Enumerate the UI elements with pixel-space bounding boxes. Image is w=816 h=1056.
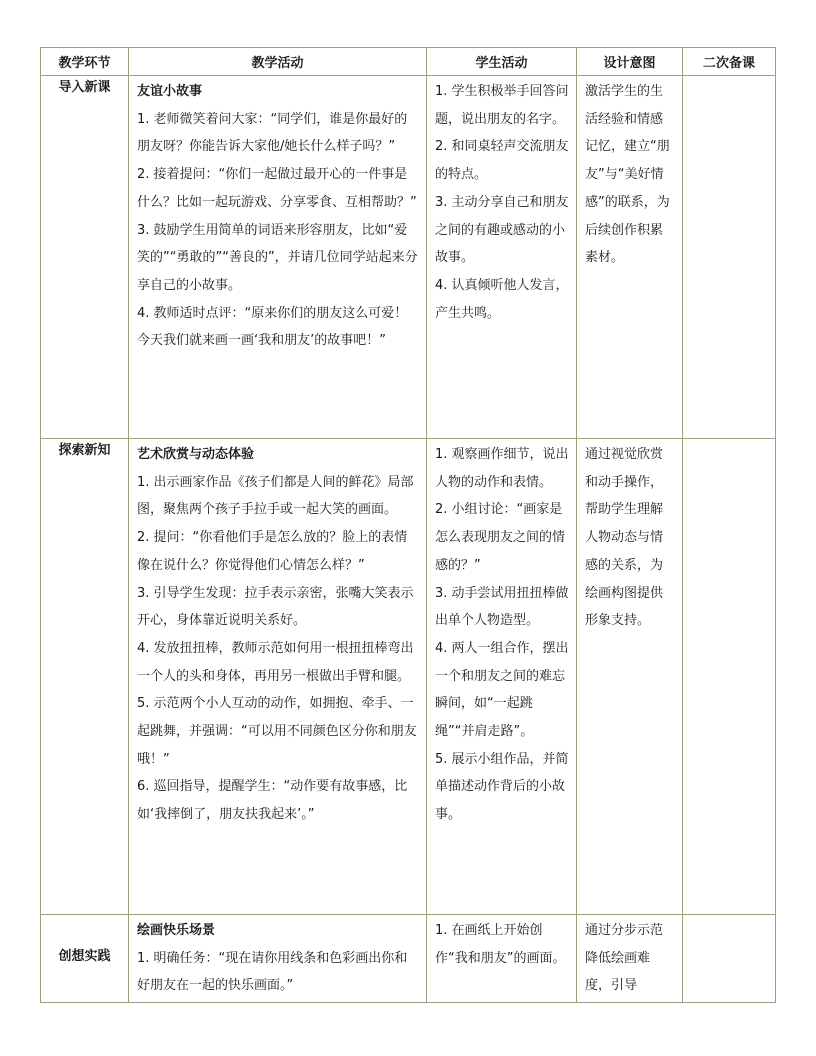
- table-row: [41, 439, 776, 915]
- student-step: 1. 学生积极举手回答问题，说出朋友的名字。: [435, 84, 569, 127]
- teaching-section-title: 艺术欣赏与动态体验: [137, 447, 255, 462]
- student-step: 3. 动手尝试用扭扭棒做出单个人物造型。: [435, 585, 569, 629]
- header-student-activity: 学生活动: [427, 48, 577, 76]
- design-intent-text: 通过分步示范降低绘画难度，引导: [585, 923, 664, 994]
- student-step: 1. 在画纸上开始创作“我和朋友”的画面。: [435, 923, 566, 966]
- student-step: 5. 展示小组作品，并简单描述动作背后的小故事。: [435, 751, 569, 823]
- header-second-prep: 二次备课: [683, 48, 776, 76]
- second-prep-cell: [683, 915, 776, 1003]
- teaching-section-title: 友谊小故事: [137, 84, 203, 99]
- student-step: 3. 主动分享自己和朋友之间的有趣或感动的小故事。: [435, 194, 569, 266]
- stage-cell: 探索新知: [41, 439, 129, 915]
- header-row: [41, 48, 776, 76]
- design-intent-cell: [577, 76, 683, 439]
- teaching-step: 1. 明确任务：“现在请你用线条和色彩画出你和好朋友在一起的快乐画面。”: [137, 950, 408, 994]
- design-intent-text: 通过视觉欣赏和动手操作，帮助学生理解人物动态与情感的关系，为绘画构图提供形象支持。: [585, 447, 664, 629]
- teaching-step: 3. 引导学生发现：拉手表示亲密，张嘴大笑表示开心，身体靠近说明关系好。: [137, 585, 414, 629]
- teaching-section-title: 绘画快乐场景: [137, 923, 216, 938]
- student-activity-cell: [427, 439, 577, 915]
- student-step: 4. 两人一组合作，摆出一个和朋友之间的难忘瞬间，如“一起跳绳”“并肩走路”。: [435, 640, 569, 740]
- design-intent-cell: [577, 915, 683, 1003]
- teaching-step: 2. 接着提问：“你们一起做过最开心的一件事是什么？比如一起玩游戏、分享零食、互相帮助？”: [137, 167, 417, 210]
- teaching-step: 6. 巡回指导，提醒学生：“动作要有故事感，比如‘我摔倒了，朋友扶我起来’。”: [137, 779, 408, 823]
- stage-cell: 创想实践: [41, 915, 129, 1003]
- second-prep-cell: [683, 439, 776, 915]
- student-step: 4. 认真倾听他人发言，产生共鸣。: [435, 277, 569, 321]
- teaching-step: 3. 鼓励学生用简单的词语来形容朋友，比如“爱笑的”“勇敢的”“善良的”，并请几位同学站起来分享自己的小故事。: [137, 222, 418, 293]
- table-row: [41, 76, 776, 439]
- lesson-plan-table: [40, 47, 776, 1003]
- header-teaching-activity: 教学活动: [129, 48, 427, 76]
- student-step: 1. 观察画作细节，说出人物的动作和表情。: [435, 447, 569, 490]
- teaching-step: 4. 发放扭扭棒，教师示范如何用一根扭扭棒弯出一个人的头和身体，再用另一根做出手臂和腿。: [137, 640, 414, 684]
- student-activity-cell: [427, 76, 577, 439]
- second-prep-cell: [683, 76, 776, 439]
- header-design-intent: 设计意图: [577, 48, 683, 76]
- table-row: [41, 915, 776, 1003]
- design-intent-text: 激活学生的生活经验和情感记忆，建立“朋友”与“美好情感”的联系，为后续创作积累素材。: [585, 84, 670, 266]
- teaching-step: 4. 教师适时点评：“原来你们的朋友这么可爱！今天我们就来画一画‘我和朋友’的故事吧！”: [137, 305, 408, 349]
- student-step: 2. 和同桌轻声交流朋友的特点。: [435, 139, 569, 183]
- teaching-activity-cell: [129, 439, 427, 915]
- teaching-step: 1. 出示画家作品《孩子们都是人间的鲜花》局部图，聚焦两个孩子手拉手或一起大笑的画面。: [137, 474, 414, 518]
- teaching-activity-cell: [129, 915, 427, 1003]
- student-step: 2. 小组讨论：“画家是怎么表现朋友之间的情感的？”: [435, 502, 566, 573]
- header-stage: 教学环节: [41, 48, 129, 76]
- teaching-step: 5. 示范两个小人互动的动作，如拥抱、牵手、一起跳舞，并强调：“可以用不同颜色区分你和朋友哦！”: [137, 696, 417, 767]
- stage-cell: 导入新课: [41, 76, 129, 439]
- teaching-step: 2. 提问：“你看他们手是怎么放的？脸上的表情像在说什么？你觉得他们心情怎么样？”: [137, 530, 408, 573]
- design-intent-cell: [577, 439, 683, 915]
- student-activity-cell: [427, 915, 577, 1003]
- teaching-step: 1. 老师微笑着问大家：“同学们，谁是你最好的朋友呀？你能告诉大家他/她长什么样子吗？”: [137, 111, 408, 155]
- teaching-activity-cell: [129, 76, 427, 439]
